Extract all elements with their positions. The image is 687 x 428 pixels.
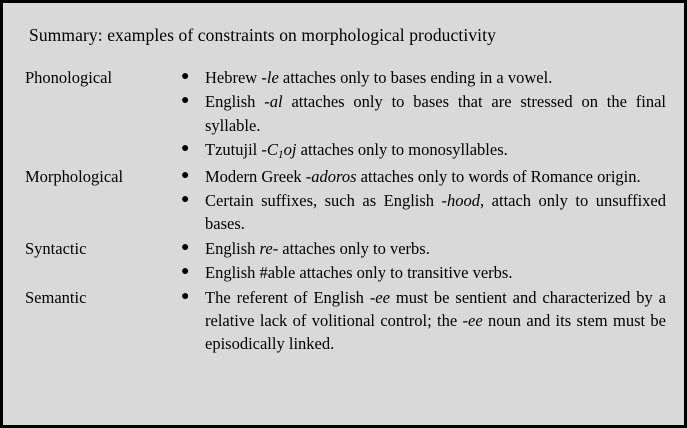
example-list [175, 286, 666, 356]
bullet-icon: ● [181, 191, 190, 207]
list-item [175, 66, 666, 89]
text-fragment: -hood [441, 190, 481, 210]
constraint-examples [175, 165, 666, 237]
constraint-examples [175, 286, 666, 357]
text-fragment: , attach only to unsuffixed bases. [205, 190, 666, 234]
text-fragment: attaches only to words of Romance origin. [356, 166, 641, 186]
table-row [25, 237, 666, 286]
bullet-icon: ● [181, 264, 190, 280]
text-fragment: Modern Greek [205, 166, 306, 186]
bullet-icon: ● [181, 288, 190, 304]
text-fragment: - attaches only to verbs. [272, 238, 430, 258]
constraint-category: Morphological [25, 166, 124, 186]
text-fragment: attaches only to monosyllables. [296, 140, 508, 160]
constraint-examples [175, 237, 666, 286]
list-item [175, 261, 666, 284]
text-fragment: Tzutujil [205, 140, 262, 160]
text-fragment: -ee [462, 311, 483, 331]
text-fragment: -al [264, 92, 283, 112]
text-fragment: attaches only to bases that are stressed on the final syllable. [205, 92, 667, 135]
list-item [175, 165, 666, 188]
text-fragment: Certain suffixes, such as English [205, 190, 442, 210]
example-list [175, 237, 666, 285]
text-fragment: Hebrew [205, 68, 262, 87]
text-fragment: noun and its stem must be episodically linked. [205, 311, 666, 354]
text-fragment: 1 [277, 149, 284, 162]
bullet-icon: ● [181, 141, 190, 157]
table-row [25, 66, 666, 165]
bullet-icon: ● [181, 93, 190, 109]
text-fragment: must be sentient and characterized by a relative lack of volitional control; the [205, 287, 666, 331]
constraint-category: Semantic [25, 287, 87, 307]
text-fragment: -le [261, 68, 279, 87]
table-row [25, 165, 666, 237]
constraint-category: Syntactic [25, 238, 87, 258]
list-item [175, 189, 666, 236]
table-row [25, 286, 666, 357]
example-list [175, 66, 666, 164]
example-list [175, 165, 666, 236]
constraint-examples [175, 66, 666, 165]
page-title: Summary: examples of constraints on morphological productivity [29, 25, 496, 45]
text-fragment: oj [283, 140, 297, 160]
text-fragment: -adoros [305, 166, 357, 186]
list-item [175, 138, 666, 163]
text-fragment: -C [261, 140, 278, 160]
text-fragment: The referent of English [205, 287, 370, 307]
list-item [175, 90, 666, 137]
text-fragment: English [205, 92, 265, 112]
text-fragment: re [259, 238, 273, 258]
text-fragment: English [205, 238, 260, 258]
bullet-icon: ● [181, 167, 190, 183]
text-fragment: attaches only to bases ending in a vowel. [278, 68, 553, 87]
text-fragment: English #able attaches only to transitive verbs. [205, 263, 513, 283]
list-item [175, 237, 666, 260]
constraint-category: Phonological [25, 68, 113, 87]
text-fragment: -ee [369, 287, 390, 307]
constraints-table [25, 66, 666, 357]
bullet-icon: ● [181, 69, 190, 84]
list-item [175, 286, 666, 356]
bullet-icon: ● [181, 239, 190, 255]
